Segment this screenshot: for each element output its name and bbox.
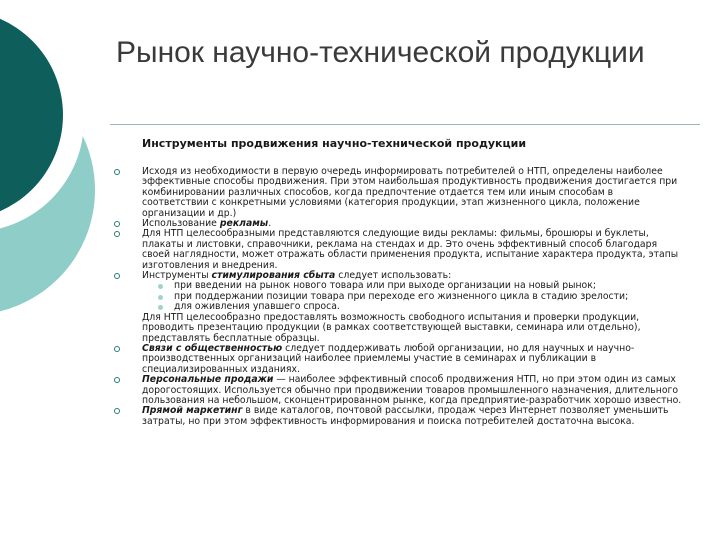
bullet-icon [114, 273, 120, 279]
list-item: Инструменты стимулирования сбыта следует использовать: [142, 271, 682, 281]
list-item: Для НТП целесообразными представляются следующие виды рекламы: фильмы, брошюры и буклеты, плакаты и листовки, справочники, реклама на стендах и др. Это очень эффективный способ благодаря своей наглядности, может отражать области применения продукта, испытание характера продукта, этапы изготовления и внедрения. [142, 229, 682, 271]
dot-bullet-icon [158, 295, 163, 300]
bullet-icon [114, 377, 120, 383]
sub-list-item: при поддержании позиции товара при переходе его жизненного цикла в стадию зрелости; [142, 292, 682, 302]
bullet-icon [114, 346, 120, 352]
title-divider [110, 124, 700, 125]
bullet-icon [114, 169, 120, 175]
sub-list-item: для оживления упавшего спроса. [142, 302, 682, 312]
list-item: Использование рекламы. [142, 219, 682, 229]
slide-title: Рынок научно-технической продукции [116, 36, 645, 69]
bullet-icon [114, 221, 120, 227]
dot-bullet-icon [158, 284, 163, 289]
decorative-circles [0, 0, 100, 330]
list-item: Персональные продажи — наиболее эффективный способ продвижения НТП, но при этом один из самых дорогостоящих. Используется обычно при продвижении товаров промышленного назначения, длительного пользования на небольшом, сконцентрированном рынке, когда предприятие-разработчик хорошо известно. [142, 375, 682, 406]
sub-list-item: при введении на рынок нового товара или при выходе организации на новый рынок; [142, 281, 682, 291]
dot-bullet-icon [158, 305, 163, 310]
continuation-paragraph: Для НТП целесообразно предоставлять возможность свободного испытания и проверки продукции, проводить презентацию продукции (в рамках соответствующей выставки, семинара или отдельно), представлять бесплатные образцы. [142, 311, 641, 344]
list-item: Связи с общественностью следует поддерживать любой организации, но для научных и научно-производственных организаций наиболее приемлемы участие в семинарах и публикации в специализированных изданиях. [142, 344, 682, 375]
list-item: Исходя из необходимости в первую очередь информировать потребителей о НТП, определены наиболее эффективные способы продвижения. При этом наибольшая продуктивность продвижения достигается при комбинировании различных способов, когда предпочтение отдается тем или иным способам в соответствии с конкретными условиями (категория продукции, этап жизненного цикла, положение организации и др.) [142, 167, 682, 219]
content-list [142, 167, 682, 427]
bullet-icon [114, 408, 120, 414]
list-item: Прямой маркетинг в виде каталогов, почтовой рассылки, продаж через Интернет позволяет уменьшить затраты, но при этом эффективность информирования и поиска потребителей достаточна высока. [142, 406, 682, 427]
bullet-icon [114, 231, 120, 237]
slide-subtitle: Инструменты продвижения научно-технической продукции [142, 137, 527, 150]
